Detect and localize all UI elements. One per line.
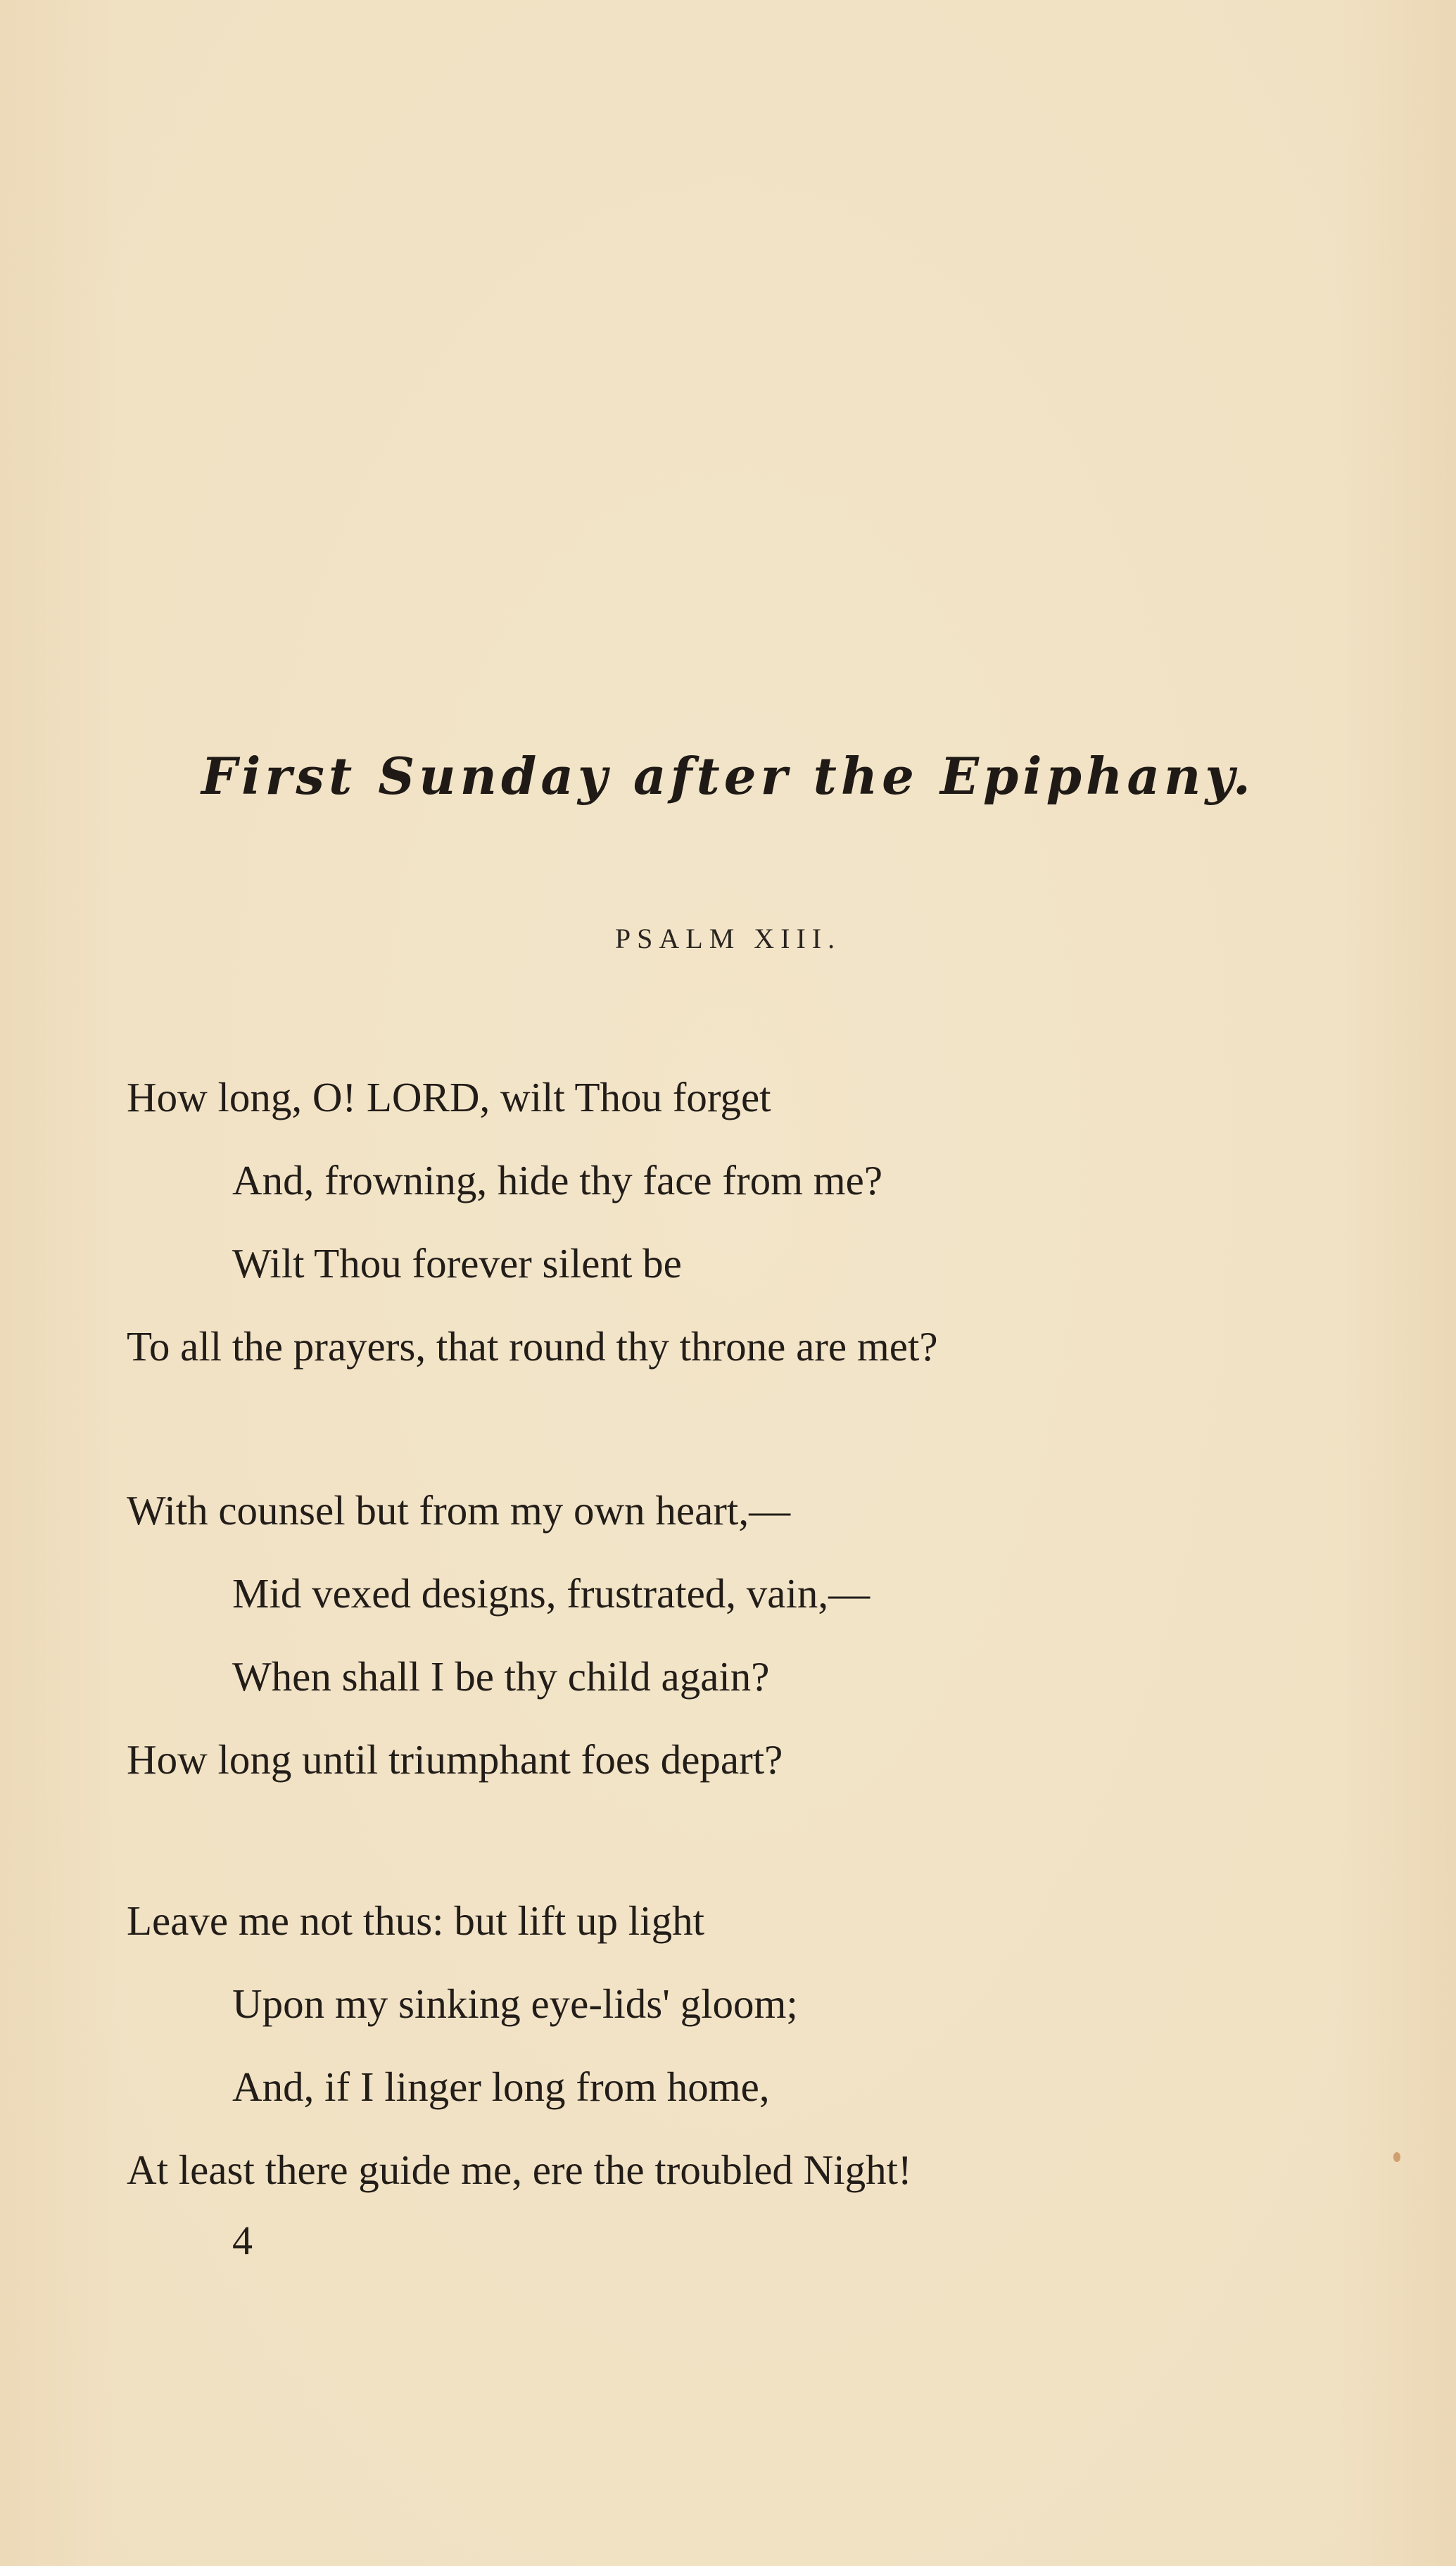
poem-line-text: How long until triumphant foes depart?: [127, 1736, 783, 1783]
poem-line: [232, 1222, 682, 1305]
poem-line: [127, 1056, 771, 1139]
poem-line: [232, 1552, 870, 1635]
poem-line: [127, 2128, 912, 2211]
poem-line-text: When shall I be thy child again?: [232, 1653, 770, 1700]
poem-line: [232, 1635, 769, 1718]
poem-line: [232, 2045, 770, 2128]
poem-line-text: Mid vexed designs, frustrated, vain,—: [232, 1570, 871, 1617]
poem-line: [232, 1962, 798, 2045]
poem-line-text: How long, O! LORD, wilt Thou forget: [127, 1074, 771, 1120]
paper-speck: [1393, 2152, 1400, 2162]
poem-line: [127, 1879, 704, 1962]
poem-line-text: Upon my sinking eye-lids' gloom;: [232, 1980, 798, 2027]
poem-line: [127, 1718, 783, 1801]
poem-line-text: And, frowning, hide thy face from me?: [232, 1157, 883, 1203]
poem-line: [232, 1139, 882, 1222]
poem-line: [127, 1305, 938, 1388]
poem-line-text: Leave me not thus: but lift up light: [127, 1897, 704, 1944]
blackletter-heading: First Sunday after the Epiphany.: [201, 746, 1255, 806]
poem-line-text: Wilt Thou forever silent be: [232, 1240, 682, 1287]
poem-line-text: And, if I linger long from home,: [232, 2063, 770, 2110]
poem-line-text: To all the prayers, that round thy throne are met?: [127, 1323, 938, 1370]
poem-line: [127, 1469, 790, 1552]
poem-line-text: At least there guide me, ere the troubled Night!: [127, 2147, 912, 2193]
page-number: 4: [232, 2218, 253, 2263]
poem-line-text: With counsel but from my own heart,—: [127, 1487, 791, 1534]
psalm-title: PSALM XIII.: [614, 923, 842, 954]
